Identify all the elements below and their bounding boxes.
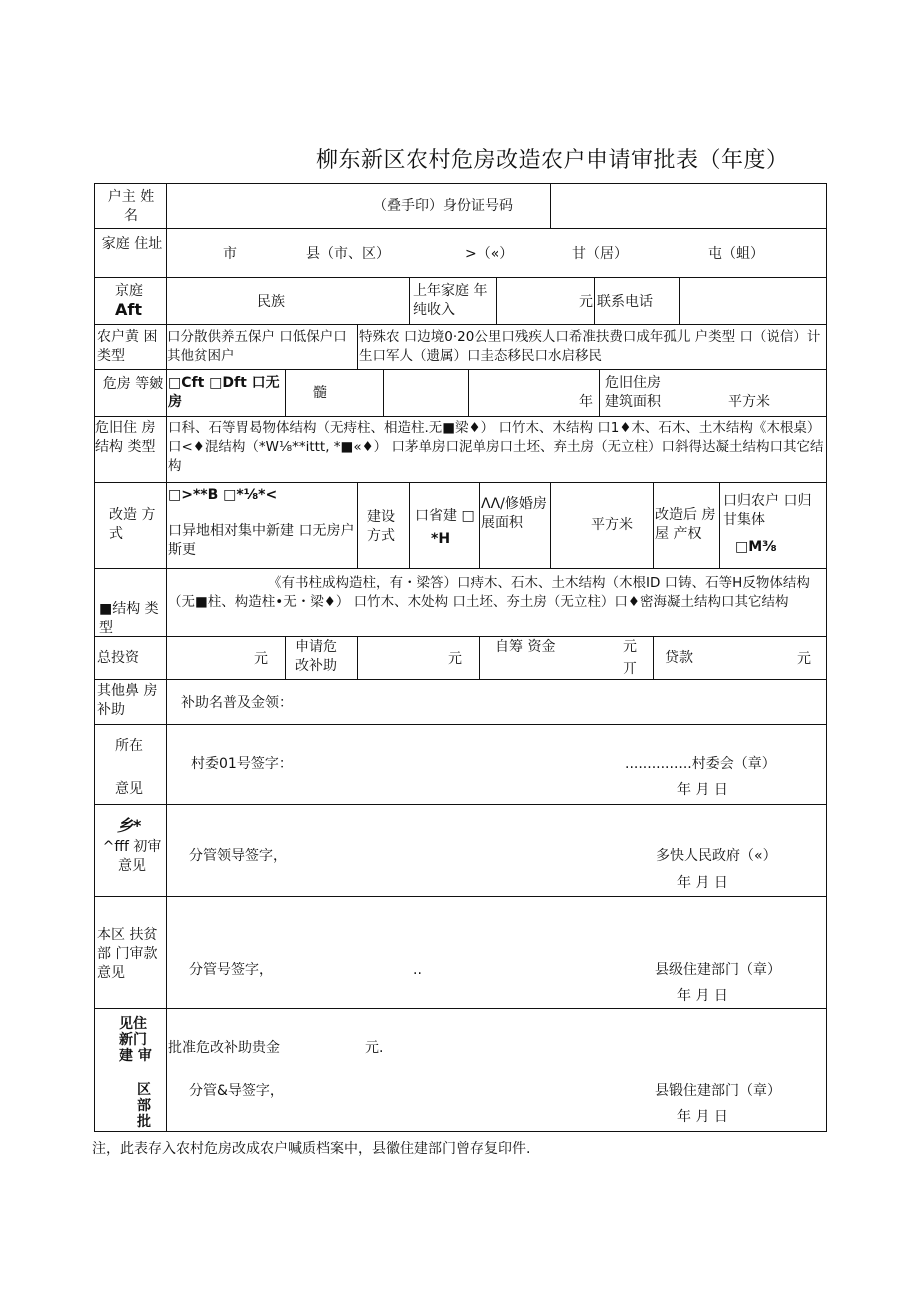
row-divider [95,679,826,680]
structure-type-options: 《有书柱成构造柱，有・梁答）口痔木、石木、土木结构（木根ID 口铸、石等H反物体结构（无■柱、构造柱•无・梁♦） 口竹木、木处构 口土坯、夯土房（无立柱）口♦密海凝土结构口其它结构 [168,575,810,610]
housing-seal: 县锻住建部门（章） [655,1083,781,1099]
danger-grade-label: 危房 等皴 [102,376,164,392]
col-divider [479,482,480,568]
year-label: 年 [579,394,593,410]
family-label: 京庭 [115,283,143,299]
col-divider [409,482,410,568]
row-divider [95,369,826,370]
poverty-dept-sign-label: 分管号签字， [189,962,273,978]
col-divider [479,636,480,679]
income-label: 上年家庭 年纯收入 [413,283,488,318]
village-date: 年 月 日 [677,782,728,798]
village-sign-label: 村委01号签字： [191,756,293,772]
col-divider [679,277,680,324]
row-divider [95,416,826,417]
row-divider [95,1008,826,1009]
other-subsidy-detail: 补助名普及金领： [181,695,293,711]
col-divider [285,369,286,416]
poverty-dept-opinion-label: 本区 扶贫部 门审款 意见 [97,927,158,981]
approved-subsidy-yuan: 元. [365,1040,384,1056]
other-subsidy-label: 其他鼻 房补助 [97,683,158,718]
old-structure-label: 危旧住 房结构 类型 [95,420,156,455]
col-divider [409,277,410,324]
phone-label: 联系电话 [597,294,653,310]
township-sign-label: 分管领导签字， [189,848,287,864]
row-divider [95,724,826,725]
col-divider [550,482,551,568]
housing-approval-label: 见住 新门 建 审 [119,1016,152,1064]
loan-label: 贷款 [665,650,693,666]
poverty-type-options: 口分散供养五保户 口低保户口其他贫困户 [167,329,347,364]
poverty-type-label: 农户黄 困类型 [97,329,158,364]
home-address-label: 家庭 住址 [101,236,163,252]
row-divider [95,568,826,569]
poverty-dept-date: 年 月 日 [677,988,728,1004]
property-right-extra: □M⅜ [735,539,777,555]
poverty-dept-dots: .. [413,962,422,978]
village-opinion-label: 所在 [115,738,143,754]
address-city: 市 [223,246,237,262]
col-divider [357,324,358,369]
address-village: 甘（居） [572,246,628,262]
address-county: 县（市、区） [306,246,390,262]
col-divider [496,277,497,324]
total-investment-label: 总投资 [97,650,139,666]
row-divider [95,804,826,805]
row-divider [95,277,826,278]
col-divider [653,482,654,568]
housing-date: 年 月 日 [677,1109,728,1125]
ethnic-label: 民族 [257,294,285,310]
subsidy-label: 申请危 改补助 [295,639,337,674]
seal-id-number-label: （叠手印）身份证号码 [373,198,513,214]
old-structure-options: 口科、石等胃曷物体结构（无痔柱、相造柱.无■梁♦） 口竹木、木结构 口1♦木、石木、土木结构《木根桌）口<♦混结构（*W⅛**ittt, *■«♦） 口茅单房口泥单房口土坯、弃土房（无立柱）口斜得达凝土结构口其它结构 [168,420,824,474]
village-seal: ...............村委会（章） [625,756,776,772]
col-divider [383,369,384,416]
col-divider [357,636,358,679]
row-divider [95,482,826,483]
total-investment-yuan: 元 [254,651,268,667]
build-method-option: 口省建 □ [415,508,475,524]
township-seal: 多快人民政府（«） [656,848,777,864]
footnote: 注，此表存入农村危房改成农户喊质档案中，县徽住建部门曾存复印件. [92,1141,531,1157]
label-column-divider [166,184,167,1131]
income-yuan: 元 [579,294,593,310]
township-date: 年 月 日 [677,875,728,891]
danger-grade-options: □Cft □Dft 口无房 [168,375,280,410]
loan-yuan: 元 [797,651,811,667]
renovation-options-1: □>**B □*⅛*< [168,487,278,503]
structure-type-label: ■结构 类型 [99,601,159,636]
new-area-unit: 平方米 [591,517,633,533]
row-divider [95,636,826,637]
housing-approval-label-b: 区 部 批 [137,1082,151,1130]
family-label-2: Aft [115,300,142,319]
self-funding-yuan: 元 [623,639,637,655]
col-divider [719,482,720,568]
col-divider [550,184,551,228]
address-town: >（«） [465,246,514,262]
housing-sign-label: 分管&导签字， [189,1083,284,1099]
householder-name-label: 户主 姓名 [107,189,155,224]
village-opinion-label-2: 意见 [115,781,143,797]
col-divider [599,369,600,416]
housing-dept-seal: 县级住建部门（章） [655,962,781,978]
form-title: 柳东新区农村危房改造农户申请审批表（年度） [316,148,789,173]
col-divider [594,277,595,324]
self-funding-label: 自筹 资金 [495,639,556,655]
row-divider [95,228,826,229]
row-divider [95,324,826,325]
col-divider [653,636,654,679]
new-area-label: ΛΛ/修婚房 展面积 [481,496,547,531]
col-divider [468,369,469,416]
build-method-extra: *H [431,531,451,547]
address-group: 屯（蛆） [708,246,764,262]
property-right-options: 口归农户 口归甘集体 [723,493,812,528]
renovation-method-label: 改造 方式 [109,507,156,542]
grade-cell-text: 髓 [313,385,327,401]
self-funding-yuan-b: 丌 [623,661,637,677]
building-area-label: 危旧住房 建筑面积 [605,375,661,410]
subsidy-yuan: 元 [448,651,462,667]
building-area-unit: 平方米 [728,394,770,410]
special-household-options: 特殊农 口边境0·20公里口残疾人口希准扶费口成年孤儿 户类型 口（说信）计生口军人（遗属）口圭态移民口水启移民 [359,329,821,364]
property-right-label: 改造后 房屋 产权 [655,507,716,542]
row-divider [95,896,826,897]
renovation-options-2: 口异地相对集中新建 口无房户斯更 [168,523,355,558]
application-form-table [94,183,827,1132]
col-divider [285,636,286,679]
township-opinion-label-2: ^fff 初审 意见 [102,839,162,874]
build-method-label: 建设 方式 [367,509,395,544]
township-opinion-label: 乡* [117,816,142,835]
approved-subsidy-label: 批准危改补助贵金 [168,1040,280,1056]
